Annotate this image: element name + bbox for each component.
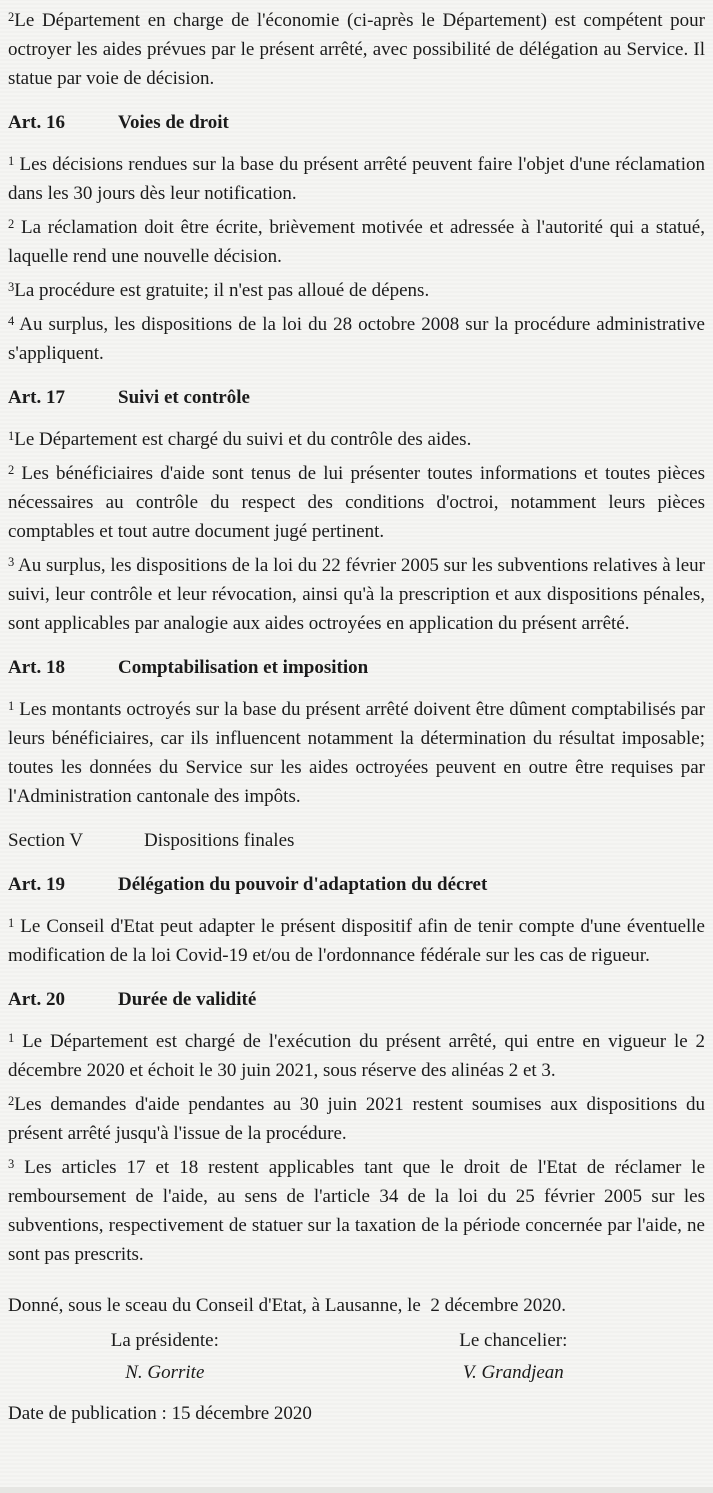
paragraph-text: Les articles 17 et 18 restent applicables tant que le droit de l'Etat de réclamer le remboursement de l'aide, au sens de l'article 34 de la loi du 25 février 2005 sur les subventions, respectivement de statuer sur la taxation de la période concernée par l'aide, ne sont pas prescrits. [8,1157,705,1265]
article-heading [8,383,705,412]
paragraph [8,912,705,970]
paragraph [8,1090,705,1148]
article-title: Voies de droit [118,112,229,133]
paragraph [8,459,705,546]
paragraph-text: Le Conseil d'Etat peut adapter le présent dispositif afin de tenir compte d'une éventuelle modification de la loi Covid-19 et/ou de l'ordonnance fédérale sur les cas de rigueur. [8,916,705,966]
paragraph [8,425,705,454]
signature-block [8,1326,705,1387]
paragraph [8,6,705,93]
alinea-number: 1 [8,154,15,169]
alinea-number: 3 [8,1157,15,1172]
signature-role-right: Le chancelier: [459,1330,568,1351]
paragraph-text: Les demandes d'aide pendantes au 30 juin 2021 restent soumises aux dispositions du présent arrêté jusqu'à l'issue de la procédure. [8,1094,705,1144]
text-line: Date de publication : 15 décembre 2020 [8,1403,312,1424]
article-label: Art. 16 [8,112,65,133]
section-heading [8,826,705,855]
paragraph [8,695,705,811]
alinea-number: 1 [8,429,15,444]
alinea-number: 4 [8,314,15,329]
article-heading [8,108,705,137]
paragraph-text: Le Département est chargé du suivi et du contrôle des aides. [14,429,472,450]
article-title: Comptabilisation et imposition [118,657,369,678]
paragraph-text: Les bénéficiaires d'aide sont tenus de lui présenter toutes informations et toutes pièces nécessaires au contrôle du respect des conditions d'octroi, notamment leurs pièces comptables et tout autre document jugé pertinent. [8,463,705,542]
paragraph-text: Au surplus, les dispositions de la loi du 28 octobre 2008 sur la procédure administrative s'appliquent. [8,314,705,364]
alinea-number: 2 [8,1094,15,1109]
article-label: Art. 18 [8,657,65,678]
paragraph [8,310,705,368]
article-heading [8,985,705,1014]
article-title: Délégation du pouvoir d'adaptation du décret [118,874,488,895]
paragraph-text: Au surplus, les dispositions de la loi du 22 février 2005 sur les subventions relatives à leur suivi, leur contrôle et leur révocation, ainsi qu'à la prescription et aux dispositions pénales, sont applicables par analogie aux aides octroyées en application du présent arrêté. [8,555,705,634]
paragraph [8,276,705,305]
signature-name-right: V. Grandjean [462,1362,564,1383]
paragraph-text: Le Département est chargé de l'exécution du présent arrêté, qui entre en vigueur le 2 décembre 2020 et échoit le 30 juin 2021, sous réserve des alinéas 2 et 3. [8,1031,705,1081]
paragraph-text: La réclamation doit être écrite, brièvement motivée et adressée à l'autorité qui a statué, laquelle rend une nouvelle décision. [8,217,705,267]
alinea-number: 3 [8,280,15,295]
alinea-number: 2 [8,217,15,232]
text-line: Donné, sous le sceau du Conseil d'Etat, à Lausanne, le 2 décembre 2020. [8,1295,566,1316]
paragraph [8,551,705,638]
signature-roles-row [8,1326,705,1355]
alinea-number: 2 [8,463,15,478]
paragraph-text: Le Département en charge de l'économie (ci-après le Département) est compétent pour octroyer les aides prévues par le présent arrêté, avec possibilité de délégation au Service. Il statue par voie de décision. [8,10,705,89]
signature-role-left: La présidente: [110,1330,219,1351]
signature-names-row [8,1358,705,1387]
paragraph [8,1027,705,1085]
article-title: Suivi et contrôle [118,387,250,408]
alinea-number: 3 [8,555,15,570]
section-label: Section V [8,830,84,851]
paragraph [8,1153,705,1269]
paragraph [8,150,705,208]
paragraph-text: Les montants octroyés sur la base du présent arrêté doivent être dûment comptabilisés par leurs bénéficiaires, car ils influencent notamment la détermination du résultat imposable; toutes les données du Service sur les aides octroyées peuvent en outre être requises par l'Administration cantonale des impôts. [8,699,705,807]
article-heading [8,870,705,899]
paragraph-text: La procédure est gratuite; il n'est pas alloué de dépens. [14,280,430,301]
paragraph [8,213,705,271]
article-label: Art. 19 [8,874,65,895]
article-label: Art. 20 [8,989,65,1010]
scan-bottom-edge [0,1487,713,1493]
section-title: Dispositions finales [144,830,295,851]
article-title: Durée de validité [118,989,257,1010]
article-heading [8,653,705,682]
paragraph-text: Les décisions rendues sur la base du présent arrêté peuvent faire l'objet d'une réclamation dans les 30 jours dès leur notification. [8,154,705,204]
document-body [8,6,705,1428]
alinea-number: 1 [8,916,15,931]
article-label: Art. 17 [8,387,65,408]
alinea-number: 1 [8,699,15,714]
alinea-number: 1 [8,1031,15,1046]
alinea-number: 2 [8,10,15,25]
signature-name-left: N. Gorrite [125,1362,205,1383]
